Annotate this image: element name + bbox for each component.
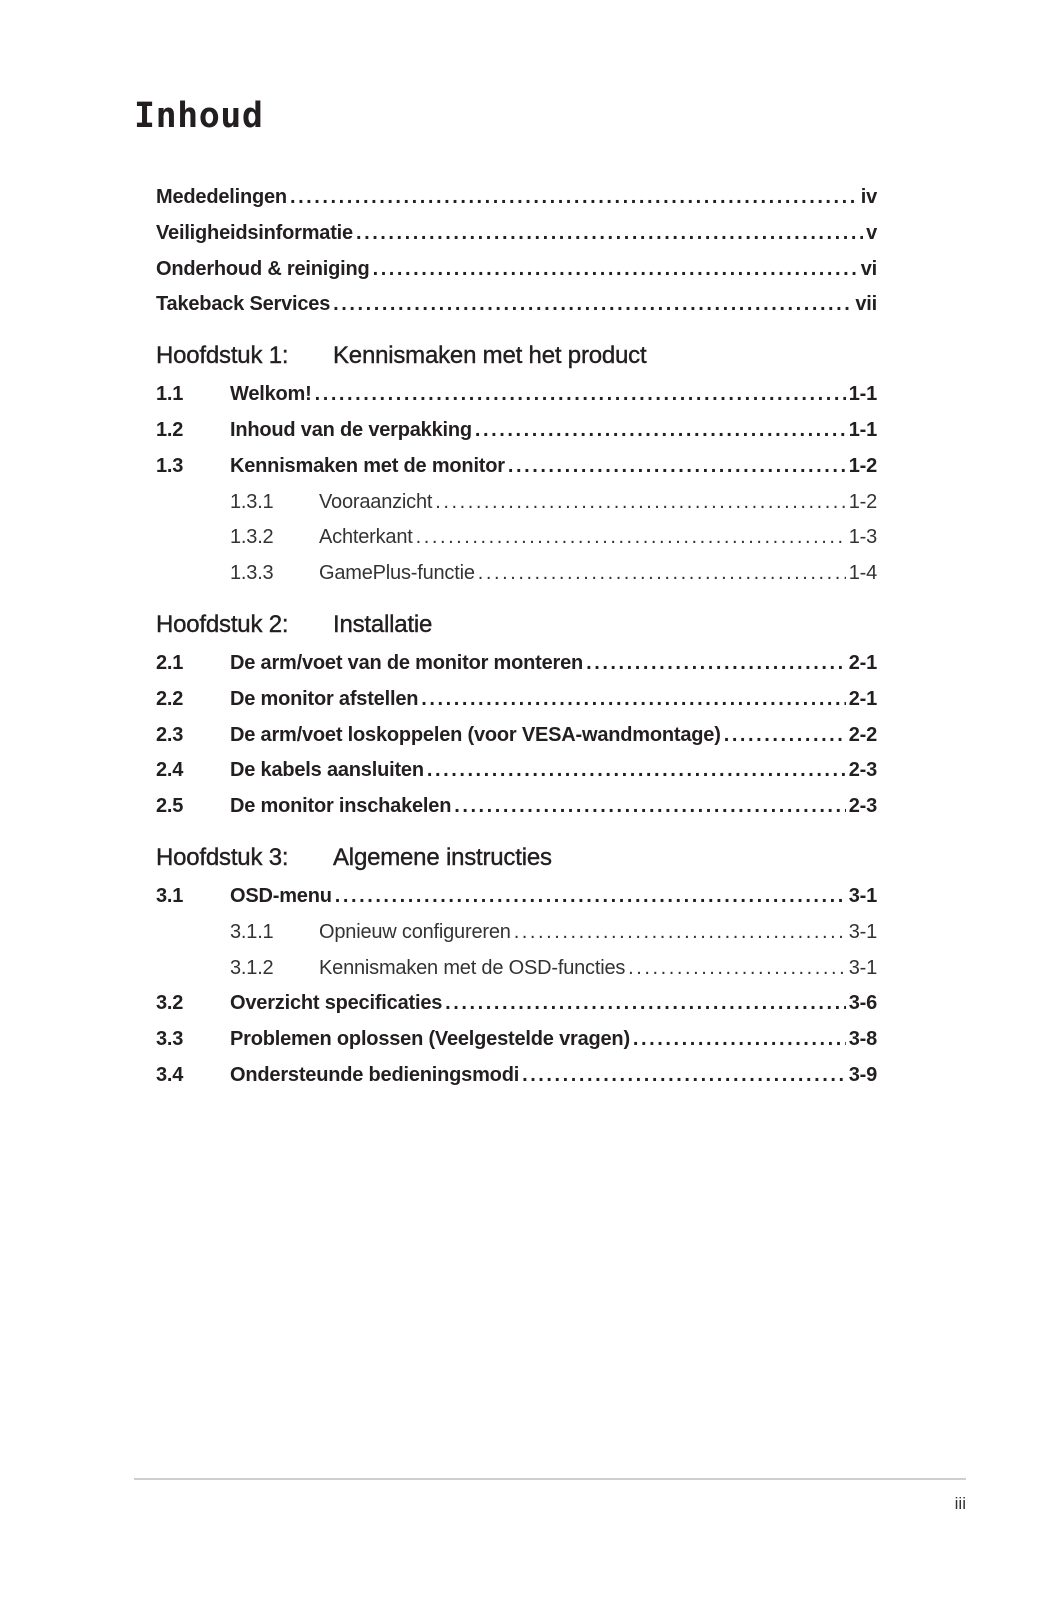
toc-entry-1-3-3[interactable] — [156, 562, 877, 598]
section-number: 1.3 — [156, 454, 184, 477]
section-number: 1.1 — [156, 383, 184, 406]
chapter-heading-2[interactable] — [156, 598, 877, 652]
section-number: 2.3 — [156, 723, 184, 746]
toc-entry-page: 1-1 — [848, 383, 877, 406]
toc-entry-page: vii — [855, 293, 877, 316]
toc-entry-mededelingen[interactable] — [156, 186, 877, 222]
chapter-title: Kennismaken met het product — [333, 342, 647, 370]
subsection-number: 3.1.1 — [230, 920, 274, 943]
toc-entry-label: GamePlus-functie — [319, 562, 475, 585]
dot-leader — [586, 652, 846, 675]
toc-entry-label: OSD-menu — [230, 884, 332, 907]
toc-entry-label: Kennismaken met de monitor — [230, 454, 505, 477]
toc-entry-2-4[interactable] — [156, 759, 877, 795]
chapter-label: Hoofdstuk 1: — [156, 342, 289, 370]
section-number: 2.1 — [156, 651, 184, 674]
toc-entry-2-3[interactable] — [156, 724, 877, 760]
dot-leader — [454, 795, 845, 818]
chapter-title: Installatie — [333, 610, 433, 638]
toc-entry-label: Onderhoud & reiniging — [156, 257, 370, 280]
toc-entry-label: De monitor inschakelen — [230, 795, 452, 818]
toc-entry-page: 3-1 — [848, 920, 877, 943]
toc-entry-page: 3-8 — [848, 1028, 877, 1051]
toc-entry-1-3-1[interactable] — [156, 491, 877, 527]
toc-entry-page: 2-1 — [848, 687, 877, 710]
toc-entry-page: 3-1 — [848, 956, 877, 979]
dot-leader — [445, 992, 846, 1015]
dot-leader — [435, 491, 845, 514]
table-of-contents — [156, 186, 877, 1100]
toc-entry-1-2[interactable] — [156, 419, 877, 455]
toc-entry-page: 3-9 — [848, 1063, 877, 1086]
toc-entry-label: Vooraanzicht — [319, 490, 433, 513]
dot-leader — [522, 1064, 846, 1087]
dot-leader — [315, 383, 846, 406]
toc-entry-page: 2-2 — [848, 723, 877, 746]
dot-leader — [421, 688, 845, 711]
dot-leader — [508, 455, 846, 478]
toc-entry-label: Veiligheidsinformatie — [156, 221, 353, 244]
toc-entry-3-4[interactable] — [156, 1064, 877, 1100]
toc-entry-1-3-2[interactable] — [156, 526, 877, 562]
toc-entry-takeback[interactable] — [156, 293, 877, 329]
toc-entry-label: De arm/voet van de monitor monteren — [230, 651, 584, 674]
dot-leader — [628, 957, 846, 980]
toc-entry-label: Kennismaken met de OSD-functies — [319, 956, 626, 979]
toc-entry-page: iv — [860, 186, 877, 208]
toc-entry-page: 3-1 — [848, 884, 877, 907]
toc-entry-page: 2-1 — [848, 651, 877, 674]
toc-entry-1-1[interactable] — [156, 383, 877, 419]
toc-entry-label: De monitor afstellen — [230, 687, 419, 710]
subsection-number: 1.3.2 — [230, 526, 274, 549]
toc-entry-page: 1-2 — [848, 454, 877, 477]
toc-entry-3-1[interactable] — [156, 885, 877, 921]
toc-entry-page: 1-4 — [848, 562, 877, 585]
section-number: 2.2 — [156, 687, 184, 710]
toc-entry-page: 2-3 — [848, 795, 877, 818]
footer-divider — [134, 1478, 966, 1480]
page-title: Inhoud — [134, 96, 264, 136]
section-number: 2.4 — [156, 759, 184, 782]
subsection-number: 1.3.3 — [230, 562, 274, 585]
toc-entry-3-1-2[interactable] — [156, 957, 877, 993]
toc-entry-page: v — [866, 221, 877, 244]
dot-leader — [478, 562, 846, 585]
dot-leader — [335, 885, 846, 908]
toc-entry-label: Ondersteunde bedieningsmodi — [230, 1063, 520, 1086]
toc-entry-page: 2-3 — [848, 759, 877, 782]
subsection-number: 1.3.1 — [230, 490, 274, 513]
toc-entry-label: Achterkant — [319, 526, 413, 549]
toc-entry-2-1[interactable] — [156, 652, 877, 688]
toc-entry-page: 1-3 — [848, 526, 877, 549]
dot-leader — [633, 1028, 846, 1051]
toc-entry-3-1-1[interactable] — [156, 921, 877, 957]
toc-entry-2-5[interactable] — [156, 795, 877, 831]
chapter-label: Hoofdstuk 2: — [156, 610, 289, 638]
chapter-heading-1[interactable] — [156, 329, 877, 383]
toc-entry-3-3[interactable] — [156, 1028, 877, 1064]
chapter-title: Algemene instructies — [333, 843, 552, 871]
toc-entry-label: Problemen oplossen (Veelgestelde vragen) — [230, 1028, 630, 1051]
dot-leader — [356, 222, 863, 245]
section-number: 2.5 — [156, 795, 184, 818]
dot-leader — [333, 293, 852, 316]
toc-entry-label: De arm/voet loskoppelen (voor VESA-wandmontage) — [230, 723, 721, 746]
dot-leader — [290, 186, 858, 209]
dot-leader — [475, 419, 846, 442]
subsection-number: 3.1.2 — [230, 956, 274, 979]
toc-entry-label: De kabels aansluiten — [230, 759, 424, 782]
chapter-label: Hoofdstuk 3: — [156, 843, 289, 871]
section-number: 3.2 — [156, 992, 184, 1015]
toc-entry-label: Overzicht specificaties — [230, 992, 443, 1015]
toc-entry-label: Inhoud van de verpakking — [230, 418, 472, 441]
toc-entry-page: vi — [860, 257, 877, 280]
dot-leader — [724, 724, 846, 747]
toc-entry-label: Takeback Services — [156, 293, 331, 316]
chapter-heading-3[interactable] — [156, 831, 877, 885]
toc-entry-3-2[interactable] — [156, 992, 877, 1028]
toc-entry-label: Welkom! — [230, 383, 312, 406]
section-number: 1.2 — [156, 418, 184, 441]
section-number: 3.1 — [156, 884, 184, 907]
dot-leader — [427, 759, 846, 782]
toc-entry-page: 1-2 — [848, 490, 877, 513]
dot-leader — [514, 921, 846, 944]
toc-entry-2-2[interactable] — [156, 688, 877, 724]
toc-entry-veiligheidsinformatie[interactable] — [156, 222, 877, 258]
toc-entry-onderhoud[interactable] — [156, 258, 877, 294]
page-number: iii — [954, 1494, 966, 1513]
section-number: 3.4 — [156, 1063, 184, 1086]
section-number: 3.3 — [156, 1028, 184, 1051]
dot-leader — [416, 526, 846, 549]
toc-entry-label: Mededelingen — [156, 186, 287, 208]
toc-entry-page: 1-1 — [848, 418, 877, 441]
toc-entry-label: Opnieuw configureren — [319, 920, 511, 943]
dot-leader — [373, 258, 858, 281]
toc-entry-page: 3-6 — [848, 992, 877, 1015]
toc-entry-1-3[interactable] — [156, 455, 877, 491]
